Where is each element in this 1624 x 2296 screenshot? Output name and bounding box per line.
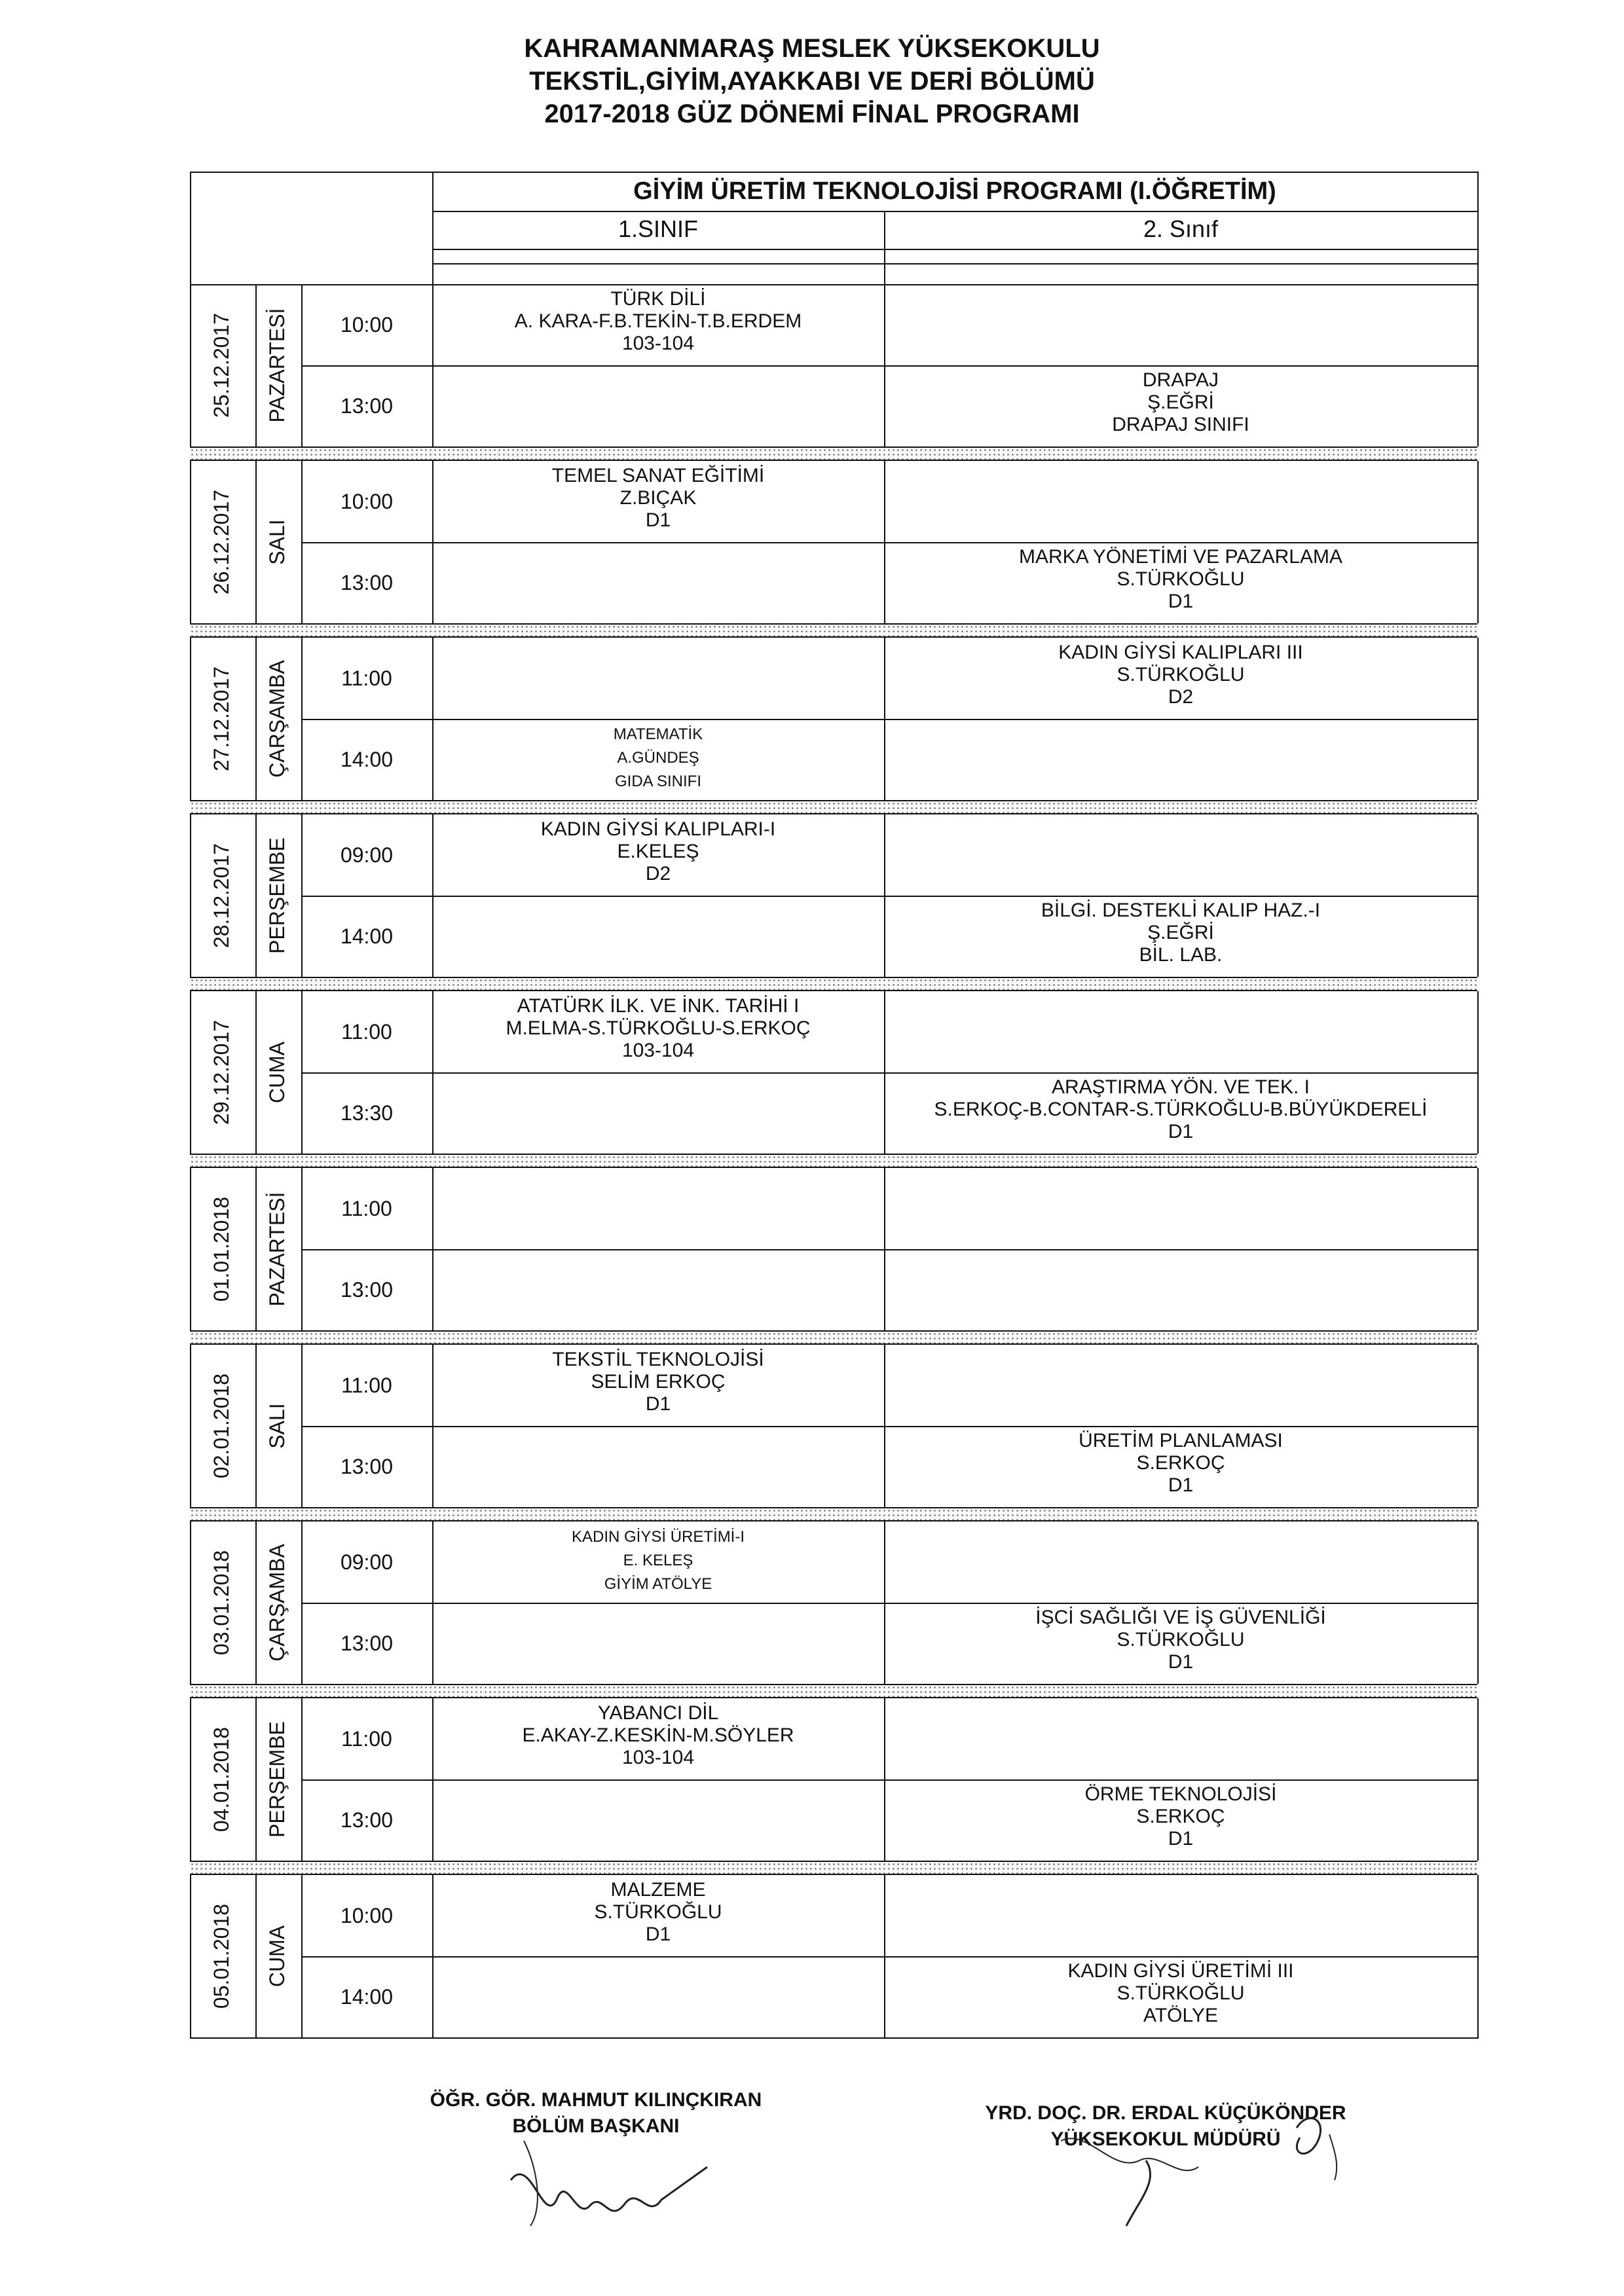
course-line: S.TÜRKOĞLU	[594, 1901, 722, 1923]
course-line: Z.BIÇAK	[619, 487, 697, 509]
course-line: Ş.EĞRİ	[1147, 392, 1214, 413]
course-cell	[884, 1783, 1477, 1850]
exam-date: 05.01.2018	[210, 1903, 233, 2009]
grid-line	[301, 1956, 1479, 1958]
course-line: KADIN GİYSİ ÜRETİMİ-I	[571, 1528, 745, 1546]
exam-date: 25.12.2017	[210, 312, 233, 418]
course-cell	[432, 1349, 884, 1415]
department-head-name: ÖĞR. GÖR. MAHMUT KILINÇKIRAN	[430, 2089, 762, 2111]
course-cell	[884, 1076, 1477, 1143]
course-line: D1	[645, 1923, 671, 1945]
grid-line	[190, 2037, 1479, 2039]
exam-day: SALI	[265, 519, 289, 565]
exam-day: ÇARŞAMBA	[265, 660, 289, 778]
grid-line	[190, 1168, 191, 1330]
grid-line	[255, 814, 257, 977]
course-line: ÜRETİM PLANLAMASI	[1079, 1430, 1283, 1451]
course-line: D2	[645, 863, 671, 884]
course-cell	[884, 642, 1477, 708]
exam-time: 14:00	[340, 924, 394, 948]
course-line: DRAPAJ SINIFI	[1112, 414, 1249, 435]
day-separator	[190, 446, 1477, 461]
grid-line	[301, 1603, 1479, 1604]
exam-day: PAZARTESİ	[265, 308, 289, 423]
grid-line	[432, 211, 1479, 212]
day-separator	[190, 1154, 1477, 1168]
course-line: E.AKAY-Z.KESKİN-M.SÖYLER	[522, 1724, 794, 1746]
course-line: S.TÜRKOĞLU	[1116, 664, 1245, 685]
day-separator	[190, 623, 1477, 638]
grid-line	[255, 1698, 257, 1861]
course-cell	[432, 1525, 884, 1596]
grid-line	[190, 991, 191, 1154]
exam-time: 10:00	[340, 490, 394, 513]
exam-time: 11:00	[341, 1020, 392, 1044]
grid-line	[255, 1875, 257, 2037]
grid-line	[190, 284, 191, 446]
exam-date: 02.01.2018	[210, 1373, 233, 1479]
course-line: S.ERKOÇ	[1136, 1452, 1225, 1474]
course-cell	[432, 1702, 884, 1769]
course-cell	[884, 369, 1477, 436]
course-line: S.ERKOÇ-B.CONTAR-S.TÜRKOĞLU-B.BÜYÜKDERELİ	[934, 1099, 1428, 1120]
course-line: S.TÜRKOĞLU	[1116, 1629, 1245, 1650]
exam-date: 29.12.2017	[210, 1019, 233, 1125]
exam-date: 01.01.2018	[210, 1196, 233, 1302]
grid-line	[255, 1522, 257, 1684]
grid-line	[432, 249, 1479, 250]
exam-time: 14:00	[340, 1985, 394, 2009]
column-header-2-sinif: 2. Sınıf	[1143, 215, 1219, 242]
director-name: YRD. DOÇ. DR. ERDAL KÜÇÜKÖNDER	[985, 2102, 1346, 2124]
grid-line	[190, 814, 191, 977]
course-line: GİYİM ATÖLYE	[604, 1575, 712, 1593]
exam-time: 10:00	[340, 1904, 394, 1927]
course-line: İŞCİ SAĞLIĞI VE İŞ GÜVENLİĞİ	[1035, 1607, 1326, 1628]
grid-line	[190, 638, 191, 800]
exam-time: 11:00	[341, 666, 392, 690]
grid-line	[301, 1779, 1479, 1781]
grid-line	[301, 1426, 1479, 1427]
grid-line	[301, 1249, 1479, 1250]
exam-time: 13:00	[340, 394, 394, 418]
course-line: 103-104	[621, 1040, 695, 1061]
grid-line	[255, 1168, 257, 1330]
course-line: D1	[645, 509, 671, 531]
exam-day: PERŞEMBE	[265, 837, 289, 954]
exam-date: 26.12.2017	[210, 489, 233, 595]
grid-line	[301, 719, 1479, 720]
course-line: E.KELEŞ	[617, 841, 699, 862]
course-line: D1	[1168, 1474, 1194, 1496]
course-line: ATÖLYE	[1143, 2005, 1218, 2026]
grid-line	[190, 461, 191, 623]
course-line: E. KELEŞ	[623, 1552, 693, 1569]
course-cell	[432, 288, 884, 355]
exam-day: PERŞEMBE	[265, 1721, 289, 1838]
course-line: TÜRK DİLİ	[610, 288, 706, 310]
course-line: MARKA YÖNETİMİ VE PAZARLAMA	[1018, 546, 1342, 568]
exam-day: SALI	[265, 1403, 289, 1449]
course-cell	[884, 1960, 1477, 2027]
exam-time: 13:00	[340, 1455, 394, 1478]
exam-time: 09:00	[340, 1550, 394, 1574]
department-head-signature	[485, 2128, 733, 2239]
day-separator	[190, 1684, 1477, 1698]
course-line: M.ELMA-S.TÜRKOĞLU-S.ERKOÇ	[506, 1017, 811, 1039]
course-line: D1	[645, 1393, 671, 1415]
exam-date: 03.01.2018	[210, 1550, 233, 1656]
course-cell	[884, 546, 1477, 613]
grid-line	[255, 284, 257, 446]
exam-program-title: 2017-2018 GÜZ DÖNEMİ FİNAL PROGRAMI	[544, 100, 1080, 128]
director-title: YÜKSEKOKUL MÜDÜRÜ	[1050, 2128, 1281, 2150]
director-signature	[1048, 2082, 1349, 2252]
course-line: ÖRME TEKNOLOJİSİ	[1084, 1783, 1277, 1805]
exam-schedule-table	[190, 172, 1477, 2047]
grid-line	[301, 542, 1479, 543]
program-title: GİYİM ÜRETİM TEKNOLOJİSİ PROGRAMI (I.ÖĞRETİM)	[633, 177, 1276, 205]
course-line: D1	[1168, 1651, 1194, 1673]
course-line: BİL. LAB.	[1139, 944, 1223, 966]
exam-time: 13:00	[340, 1631, 394, 1655]
exam-date: 28.12.2017	[210, 843, 233, 949]
course-cell	[432, 465, 884, 532]
course-line: TEKSTİL TEKNOLOJİSİ	[552, 1349, 764, 1370]
course-line: 103-104	[621, 1747, 695, 1768]
course-line: S.ERKOÇ	[1136, 1806, 1225, 1827]
exam-time: 11:00	[341, 1727, 392, 1751]
grid-line	[255, 991, 257, 1154]
course-line: D1	[1168, 1121, 1194, 1142]
course-line: D1	[1168, 1828, 1194, 1850]
day-separator	[190, 800, 1477, 814]
grid-line	[190, 1698, 191, 1861]
grid-line	[190, 172, 434, 173]
grid-line	[301, 1072, 1479, 1074]
exam-day: CUMA	[265, 1925, 289, 1988]
grid-line	[190, 1875, 191, 2037]
course-line: YABANCI DİL	[597, 1702, 719, 1724]
course-cell	[884, 1430, 1477, 1497]
grid-line	[255, 461, 257, 623]
exam-date: 27.12.2017	[210, 666, 233, 772]
course-line: BİLGİ. DESTEKLİ KALIP HAZ.-I	[1041, 900, 1321, 921]
course-line: 103-104	[621, 333, 695, 354]
course-line: TEMEL SANAT EĞİTİMİ	[551, 465, 765, 486]
course-line: Ş.EĞRİ	[1147, 922, 1214, 943]
exam-day: ÇARŞAMBA	[265, 1544, 289, 1662]
course-line: D2	[1168, 686, 1194, 708]
exam-time: 13:00	[340, 1278, 394, 1302]
course-cell	[432, 723, 884, 793]
course-line: GIDA SINIFI	[614, 773, 702, 790]
course-cell	[884, 1607, 1477, 1673]
exam-time: 13:00	[340, 571, 394, 594]
column-header-1-sinif: 1.SINIF	[618, 215, 699, 242]
grid-line	[301, 365, 1479, 367]
course-line: S.TÜRKOĞLU	[1116, 1982, 1245, 2004]
course-line: A.GÜNDEŞ	[617, 749, 699, 767]
course-line: A. KARA-F.B.TEKİN-T.B.ERDEM	[514, 310, 802, 332]
course-line: ARAŞTIRMA YÖN. VE TEK. I	[1052, 1076, 1310, 1098]
exam-time: 11:00	[341, 1197, 392, 1220]
grid-line	[432, 263, 1479, 264]
course-line: D1	[1168, 591, 1194, 612]
grid-line	[255, 638, 257, 800]
course-line: SELİM ERKOÇ	[591, 1371, 726, 1393]
course-line: ATATÜRK İLK. VE İNK. TARİHİ I	[517, 995, 800, 1017]
day-separator	[190, 1861, 1477, 1875]
exam-time: 13:30	[340, 1101, 394, 1125]
grid-line	[190, 284, 1479, 285]
course-line: KADIN GİYSİ ÜRETİMİ III	[1067, 1960, 1294, 1982]
course-line: MALZEME	[610, 1879, 706, 1901]
exam-day: PAZARTESİ	[265, 1192, 289, 1307]
grid-line	[255, 1345, 257, 1507]
grid-line	[190, 172, 191, 284]
course-line: S.TÜRKOĞLU	[1116, 568, 1245, 590]
department-title: TEKSTİL,GİYİM,AYAKKABI VE DERİ BÖLÜMÜ	[529, 67, 1095, 96]
exam-time: 13:00	[340, 1808, 394, 1832]
grid-line	[301, 896, 1479, 897]
day-separator	[190, 1507, 1477, 1522]
exam-time: 10:00	[340, 313, 394, 337]
grid-line	[190, 1345, 191, 1507]
exam-date: 04.01.2018	[210, 1726, 233, 1832]
course-cell	[884, 900, 1477, 966]
school-title: KAHRAMANMARAŞ MESLEK YÜKSEKOKULU	[524, 34, 1100, 63]
course-cell	[432, 995, 884, 1062]
exam-time: 09:00	[340, 843, 394, 867]
exam-time: 14:00	[340, 748, 394, 771]
course-line: MATEMATİK	[613, 725, 703, 743]
exam-day: CUMA	[265, 1041, 289, 1104]
course-line: KADIN GİYSİ KALIPLARI III	[1058, 642, 1303, 663]
course-cell	[432, 1879, 884, 1946]
exam-time: 11:00	[341, 1374, 392, 1397]
day-separator	[190, 1330, 1477, 1345]
course-line: KADIN GİYSİ KALIPLARI-I	[540, 818, 776, 840]
department-head-title: BÖLÜM BAŞKANI	[512, 2115, 680, 2137]
grid-line	[1477, 172, 1479, 284]
day-separator	[190, 977, 1477, 991]
grid-line	[190, 1522, 191, 1684]
course-cell	[432, 818, 884, 885]
course-line: DRAPAJ	[1142, 369, 1219, 391]
grid-line	[432, 172, 1479, 173]
